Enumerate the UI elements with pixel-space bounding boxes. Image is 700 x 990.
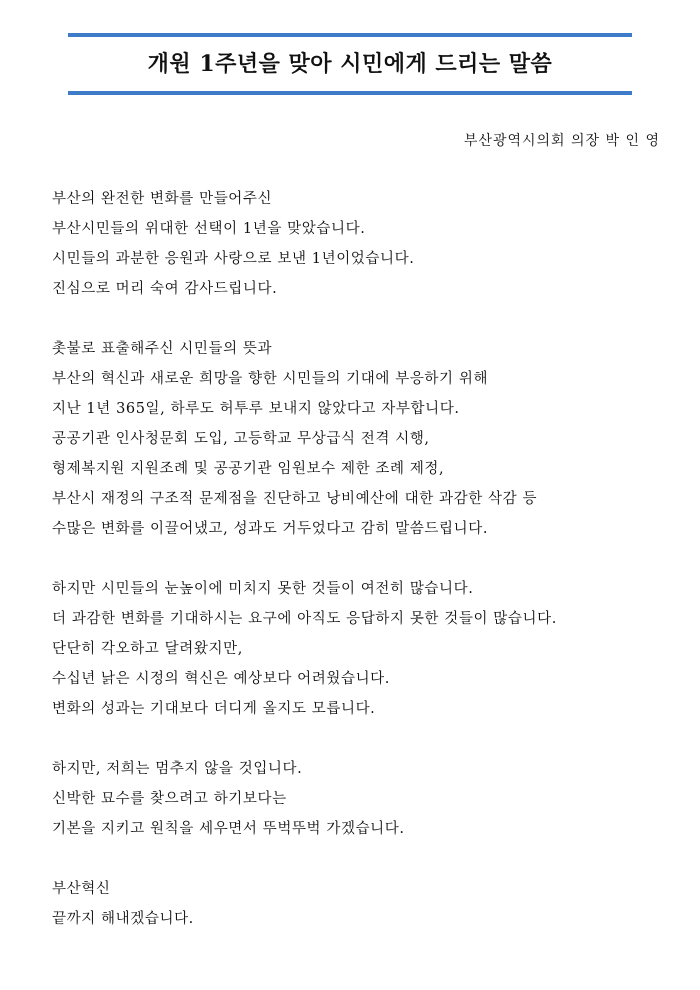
body-line: 부산시민들의 위대한 선택이 1년을 맞았습니다. (52, 221, 366, 237)
body-line: 수많은 변화를 이끌어냈고, 성과도 거두었다고 감히 말씀드립니다. (52, 521, 489, 537)
body-line: 지난 1년 365일, 하루도 허투루 보내지 않았다고 자부합니다. (52, 401, 460, 417)
page-title: 개원 1주년을 맞아 시민에게 드리는 말씀 (147, 51, 553, 77)
body-line: 수십년 낡은 시정의 혁신은 예상보다 어려웠습니다. (52, 671, 390, 687)
author-line: 부산광역시의회 의장 박 인 영 (463, 133, 660, 149)
paragraph-3 (52, 574, 672, 724)
body-line: 하지만 시민들의 눈높이에 미치지 못한 것들이 여전히 많습니다. (52, 581, 474, 597)
body-line: 부산혁신 (52, 881, 111, 897)
body-line: 더 과감한 변화를 기대하시는 요구에 아직도 응답하지 못한 것들이 많습니다. (52, 611, 557, 627)
body-line: 변화의 성과는 기대보다 더디게 올지도 모릅니다. (52, 701, 376, 717)
body-line: 단단히 각오하고 달려왔지만, (52, 641, 243, 657)
paragraph-2 (52, 334, 672, 544)
body-line: 부산의 혁신과 새로운 희망을 향한 시민들의 기대에 부응하기 위해 (52, 371, 489, 387)
title-block (68, 33, 632, 95)
title-bottom-rule (68, 91, 632, 95)
body-line: 신박한 묘수를 찾으려고 하기보다는 (52, 791, 287, 807)
body-line: 부산의 완전한 변화를 만들어주신 (52, 191, 273, 207)
body-line: 부산시 재정의 구조적 문제점을 진단하고 낭비예산에 대한 과감한 삭감 등 (52, 491, 538, 507)
paragraph-4 (52, 754, 672, 844)
body-line: 진심으로 머리 숙여 감사드립니다. (52, 281, 278, 297)
body-line: 촛불로 표출해주신 시민들의 뜻과 (52, 341, 273, 357)
paragraph-1 (52, 184, 672, 304)
body-line: 시민들의 과분한 응원과 사랑으로 보낸 1년이었습니다. (52, 251, 415, 267)
body-line: 공공기관 인사청문회 도입, 고등학교 무상급식 전격 시행, (52, 431, 430, 447)
body-line: 끝까지 해내겠습니다. (52, 911, 194, 927)
letter-body (52, 184, 672, 964)
body-line: 하지만, 저희는 멈추지 않을 것입니다. (52, 761, 303, 777)
body-line: 기본을 지키고 원칙을 세우면서 뚜벅뚜벅 가겠습니다. (52, 821, 405, 837)
body-line: 형제복지원 지원조례 및 공공기관 임원보수 제한 조례 제정, (52, 461, 445, 477)
paragraph-5 (52, 874, 672, 934)
